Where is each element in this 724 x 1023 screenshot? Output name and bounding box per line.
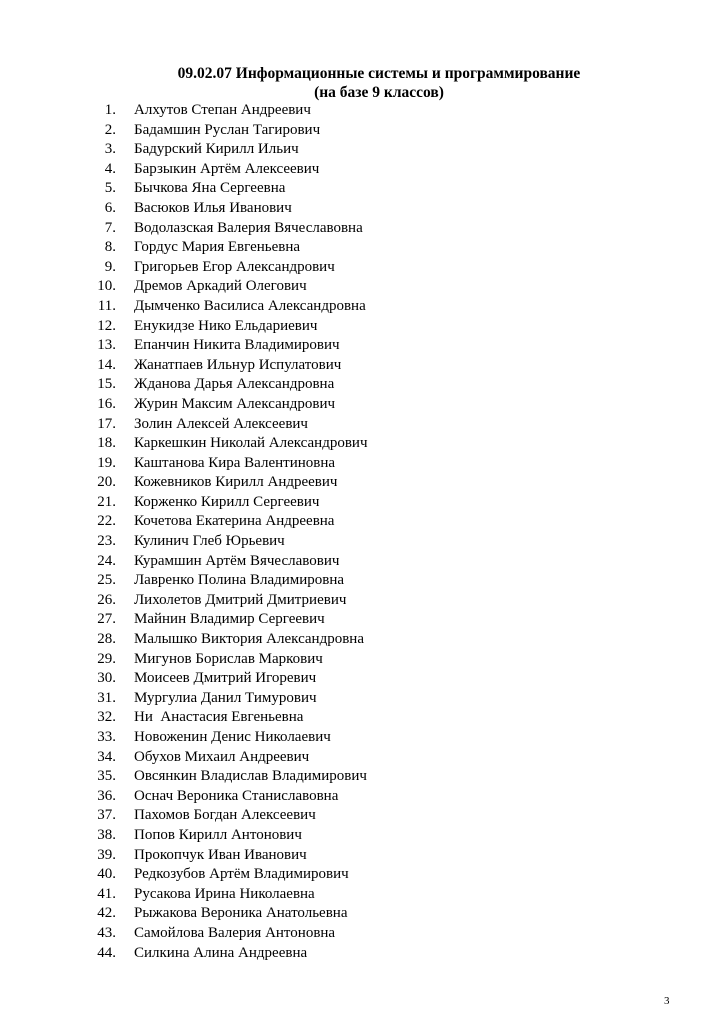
student-name: Енукидзе Нико Ельдариевич bbox=[134, 317, 318, 334]
list-item-number: 33. bbox=[97, 729, 116, 745]
list-item-number: 35. bbox=[97, 768, 116, 785]
student-name: Редкозубов Артём Владимирович bbox=[134, 866, 349, 883]
list-item-number: 41. bbox=[97, 885, 116, 902]
list-item bbox=[0, 728, 724, 748]
list-item bbox=[0, 297, 724, 317]
student-name: Бадамшин Руслан Тагирович bbox=[134, 121, 321, 138]
list-item-number: 17. bbox=[97, 415, 116, 432]
list-item bbox=[0, 160, 724, 180]
student-name: Журин Максим Александрович bbox=[134, 395, 336, 412]
list-item bbox=[0, 708, 724, 728]
list-item bbox=[0, 787, 724, 807]
list-item bbox=[0, 669, 724, 689]
list-item bbox=[0, 532, 724, 552]
student-name: Григорьев Егор Александрович bbox=[134, 258, 335, 275]
list-item bbox=[0, 317, 724, 337]
program-subtitle: (на базе 9 классов) bbox=[314, 84, 444, 101]
list-item-number: 40. bbox=[97, 866, 116, 883]
list-item-number: 27. bbox=[97, 611, 116, 628]
student-name: Жданова Дарья Александровна bbox=[134, 376, 335, 393]
list-item bbox=[0, 140, 724, 160]
list-item-number: 28. bbox=[97, 631, 116, 648]
list-item-number: 24. bbox=[97, 552, 116, 569]
list-item-number: 31. bbox=[97, 689, 116, 706]
list-item bbox=[0, 238, 724, 258]
list-item bbox=[0, 924, 724, 944]
student-name: Пахомов Богдан Алексеевич bbox=[134, 807, 316, 824]
list-item-number: 23. bbox=[97, 533, 116, 550]
list-item-number: 11. bbox=[97, 297, 116, 314]
student-name: Лихолетов Дмитрий Дмитриевич bbox=[134, 591, 347, 608]
student-name: Русакова Ирина Николаевна bbox=[134, 885, 315, 902]
student-name: Новоженин Денис Николаевич bbox=[134, 729, 331, 745]
student-name: Оснач Вероника Станиславовна bbox=[134, 787, 339, 804]
student-name: Золин Алексей Алексеевич bbox=[134, 415, 308, 432]
list-item-number: 20. bbox=[97, 474, 116, 491]
list-item-number: 18. bbox=[97, 435, 116, 452]
document-heading bbox=[0, 64, 724, 102]
student-name: Самойлова Валерия Антоновна bbox=[134, 924, 336, 941]
student-name: Корженко Кирилл Сергеевич bbox=[134, 493, 320, 510]
student-name: Кулинич Глеб Юрьевич bbox=[134, 533, 285, 550]
list-item bbox=[0, 944, 724, 964]
student-name: Майнин Владимир Сергеевич bbox=[134, 611, 325, 628]
list-item-number: 8. bbox=[104, 239, 116, 256]
student-name: Курамшин Артём Вячеславович bbox=[134, 552, 340, 569]
list-item bbox=[0, 121, 724, 141]
student-name: Жанатпаев Ильнур Испулатович bbox=[134, 356, 342, 373]
list-item bbox=[0, 630, 724, 650]
list-item bbox=[0, 219, 724, 239]
list-item bbox=[0, 375, 724, 395]
list-item-number: 9. bbox=[104, 258, 116, 275]
list-item-number: 3. bbox=[104, 141, 116, 158]
student-name: Васюков Илья Иванович bbox=[134, 199, 292, 216]
list-item bbox=[0, 806, 724, 826]
list-item-number: 22. bbox=[97, 513, 116, 530]
list-item-number: 10. bbox=[97, 278, 116, 295]
list-item bbox=[0, 904, 724, 924]
student-name: Кочетова Екатерина Андреевна bbox=[134, 513, 335, 530]
list-item bbox=[0, 767, 724, 787]
list-item bbox=[0, 101, 724, 121]
student-name: Дремов Аркадий Олегович bbox=[134, 278, 307, 295]
list-item-number: 19. bbox=[97, 454, 116, 471]
list-item-number: 36. bbox=[97, 787, 116, 804]
list-item-number: 2. bbox=[104, 121, 116, 138]
list-item-number: 4. bbox=[104, 160, 116, 177]
list-item bbox=[0, 356, 724, 376]
student-name: Епанчин Никита Владимирович bbox=[134, 337, 340, 354]
list-item-number: 14. bbox=[97, 356, 116, 373]
list-item bbox=[0, 277, 724, 297]
student-name: Прокопчук Иван Иванович bbox=[134, 846, 307, 863]
list-item-number: 1. bbox=[104, 102, 116, 118]
list-item bbox=[0, 454, 724, 474]
student-name: Лавренко Полина Владимировна bbox=[134, 572, 345, 589]
list-item-number: 12. bbox=[97, 317, 116, 334]
list-item bbox=[0, 199, 724, 219]
list-item-number: 21. bbox=[97, 493, 116, 510]
list-item-number: 16. bbox=[97, 395, 116, 412]
list-item bbox=[0, 179, 724, 199]
list-item bbox=[0, 610, 724, 630]
list-item bbox=[0, 552, 724, 572]
list-item bbox=[0, 865, 724, 885]
list-item bbox=[0, 395, 724, 415]
student-name: Кожевников Кирилл Андреевич bbox=[134, 474, 338, 491]
list-item-number: 39. bbox=[97, 846, 116, 863]
list-item bbox=[0, 473, 724, 493]
student-name: Мигунов Борислав Маркович bbox=[134, 650, 323, 667]
list-item-number: 5. bbox=[104, 180, 116, 197]
list-item bbox=[0, 493, 724, 513]
list-item-number: 30. bbox=[97, 670, 116, 687]
student-name: Водолазская Валерия Вячеславовна bbox=[134, 219, 363, 236]
student-name: Каркешкин Николай Александрович bbox=[134, 435, 368, 452]
student-name: Каштанова Кира Валентиновна bbox=[134, 454, 336, 471]
student-name: Ни Анастасия Евгеньевна bbox=[134, 709, 304, 726]
list-item-number: 43. bbox=[97, 924, 116, 941]
student-name: Попов Кирилл Антонович bbox=[134, 826, 302, 843]
list-item bbox=[0, 748, 724, 768]
list-item bbox=[0, 258, 724, 278]
student-name: Барзыкин Артём Алексеевич bbox=[134, 160, 320, 177]
list-item-number: 6. bbox=[104, 199, 116, 216]
student-name: Гордус Мария Евгеньевна bbox=[134, 239, 301, 256]
student-name: Силкина Алина Андреевна bbox=[134, 944, 308, 961]
list-item bbox=[0, 689, 724, 709]
student-name: Бычкова Яна Сергеевна bbox=[134, 180, 286, 197]
list-item bbox=[0, 885, 724, 905]
list-item-number: 37. bbox=[97, 807, 116, 824]
student-name: Моисеев Дмитрий Игоревич bbox=[134, 670, 317, 687]
list-item-number: 25. bbox=[97, 572, 116, 589]
student-name: Бадурский Кирилл Ильич bbox=[134, 141, 299, 158]
student-list bbox=[0, 101, 724, 963]
list-item bbox=[0, 846, 724, 866]
list-item-number: 34. bbox=[97, 748, 116, 765]
list-item bbox=[0, 512, 724, 532]
list-item bbox=[0, 434, 724, 454]
student-name: Мургулиа Данил Тимурович bbox=[134, 689, 317, 706]
list-item-number: 42. bbox=[97, 905, 116, 922]
list-item bbox=[0, 415, 724, 435]
student-name: Овсянкин Владислав Владимирович bbox=[134, 768, 367, 785]
student-name: Алхутов Степан Андреевич bbox=[134, 102, 311, 118]
list-item-number: 32. bbox=[97, 709, 116, 726]
program-title: 09.02.07 Информационные системы и программирование bbox=[177, 65, 581, 82]
list-item bbox=[0, 571, 724, 591]
list-item-number: 15. bbox=[97, 376, 116, 393]
page-number: 3 bbox=[664, 995, 670, 1007]
student-name: Рыжакова Вероника Анатольевна bbox=[134, 905, 348, 922]
student-name: Обухов Михаил Андреевич bbox=[134, 748, 310, 765]
student-name: Дымченко Василиса Александровна bbox=[134, 297, 366, 314]
list-item-number: 44. bbox=[97, 944, 116, 961]
list-item-number: 26. bbox=[97, 591, 116, 608]
list-item-number: 13. bbox=[97, 337, 116, 354]
list-item bbox=[0, 826, 724, 846]
student-name: Малышко Виктория Александровна bbox=[134, 631, 364, 648]
list-item-number: 38. bbox=[97, 826, 116, 843]
list-item-number: 29. bbox=[97, 650, 116, 667]
list-item-number: 7. bbox=[104, 219, 116, 236]
list-item bbox=[0, 650, 724, 670]
list-item bbox=[0, 591, 724, 611]
list-item bbox=[0, 336, 724, 356]
